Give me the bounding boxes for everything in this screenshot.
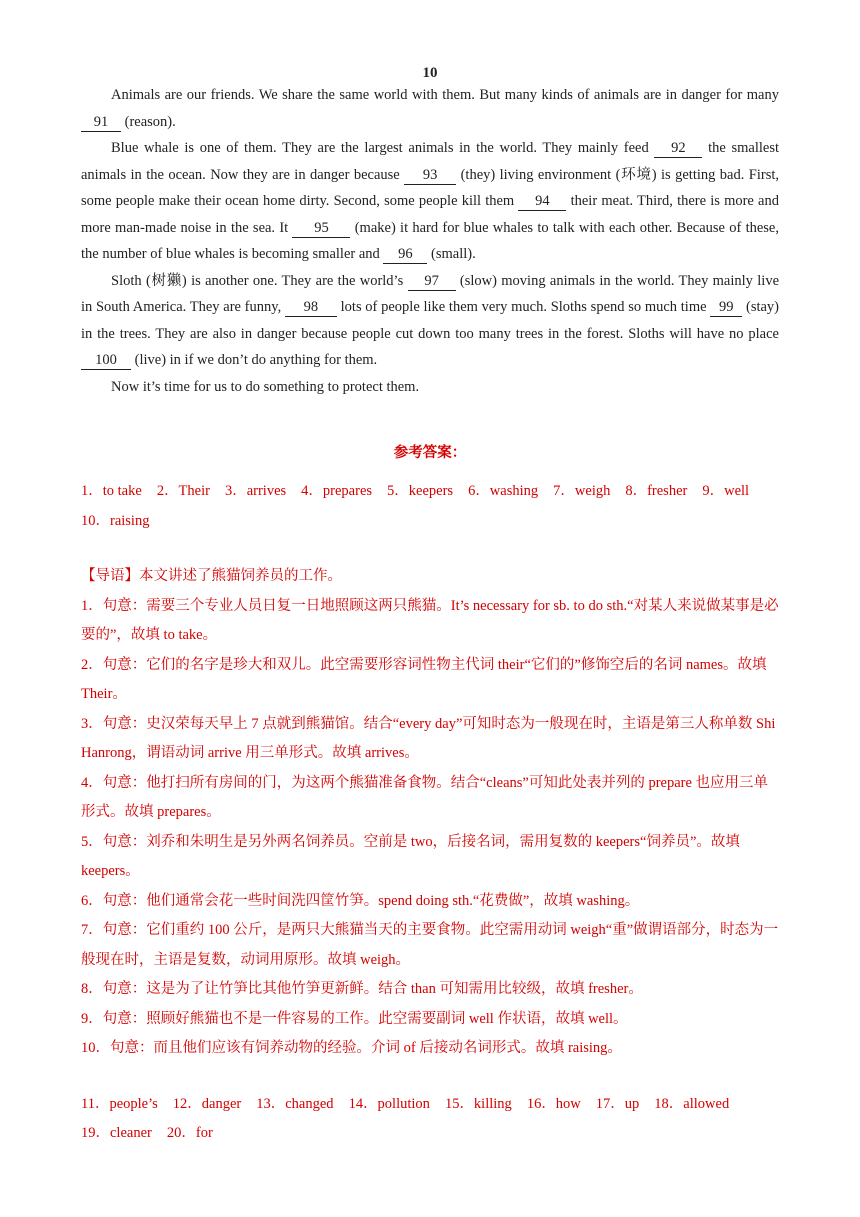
blank-96: 96	[383, 245, 427, 264]
blank-93: 93	[404, 166, 456, 185]
passage-text: (stay) in the trees. They are also in danger because people cut down too many trees in the forest. Sloths will have no place	[81, 299, 779, 342]
explanation-4: 4．句意：他打扫所有房间的门，为这两个熊猫准备食物。结合“cleans”可知此处表并列的 prepare 也应用三单形式。故填 prepares。	[81, 774, 769, 820]
explanation-1: 1．句意：需要三个专业人员日复一日地照顾这两只熊猫。It’s necessary for sb. to do sth.“对某人来说做某事是必要的”，故填 to take。	[81, 597, 779, 643]
passage-text: (slow) moving animals in the world. They mainly live in South America. They are funny,	[81, 272, 780, 315]
answer-item: 14．pollution	[348, 1095, 430, 1112]
answer-item: 15．killing	[444, 1095, 512, 1112]
answer-item: 7．weigh	[553, 483, 611, 499]
answer-heading: 参考答案：	[393, 445, 467, 461]
answer-item: 3．arrives	[224, 483, 287, 499]
answer-item: 4．prepares	[301, 483, 373, 499]
answer-list-1-10	[81, 477, 779, 536]
passage-text: lots of people like them very much. Sloths spend so much time	[336, 299, 711, 315]
passage-paragraph-3	[81, 268, 779, 374]
explanation-10: 10．句意：而且他们应该有饲养动物的经验。介词 of 后接动名词形式。故填 raising。	[81, 1040, 622, 1056]
answer-item: 6．washing	[468, 483, 539, 499]
answer-item: 1．to take	[81, 483, 142, 499]
section-title: 10	[422, 65, 438, 81]
answer-item: 9．well	[702, 483, 750, 499]
answer-item: 5．keepers	[387, 483, 454, 499]
blank-98: 98	[285, 298, 337, 317]
answer-item: 18．allowed	[654, 1095, 730, 1112]
passage-text: Sloth (树獭) is another one. They are the world’s	[111, 272, 408, 289]
explanation-5: 5．句意：刘乔和朱明生是另外两名饲养员。空前是 two，后接名词，需用复数的 keepers“饲养员”。故填 keepers。	[81, 833, 740, 879]
blank-97: 97	[408, 272, 456, 291]
answer-item: 2．Their	[156, 483, 210, 499]
passage-text: Blue whale is one of them. They are the largest animals in the world. They mainly feed	[111, 140, 655, 156]
explanation-2: 2．句意：它们的名字是珍大和双儿。此空需要形容词性物主代词 their“它们的”修饰空后的名词 names。故填 Their。	[81, 656, 767, 702]
answer-item: 16．how	[526, 1095, 581, 1112]
answer-item: 8．fresher	[625, 483, 688, 499]
passage-text: (reason).	[121, 113, 176, 130]
explanation-8: 8．句意：这是为了让竹笋比其他竹笋更新鲜。结合 than 可知需用比较级，故填 fresher。	[81, 981, 643, 997]
answer-item: 13．changed	[256, 1095, 334, 1112]
explanation-7: 7．句意：它们重约 100 公斤，是两只大熊猫当天的主要食物。此空需用动词 weigh“重”做谓语部分，时态为一般现在时，主语是复数，动词用原形。故填 weigh。	[81, 922, 779, 968]
answer-item: 11．people’s	[81, 1095, 158, 1112]
passage-text: (make) it hard for blue whales to talk with each other. Because of these, the number of blue whales is becoming smaller and	[81, 219, 779, 262]
passage-paragraph-2	[81, 135, 779, 268]
passage-paragraph-4: Now it’s time for us to do something to protect them.	[111, 378, 420, 395]
blank-94: 94	[518, 192, 566, 211]
blank-92: 92	[654, 139, 702, 158]
answer-item: 19．cleaner	[81, 1125, 152, 1141]
answer-item: 20．for	[166, 1125, 213, 1141]
explanation-section	[81, 562, 779, 1064]
blank-100: 100	[81, 351, 131, 370]
document-page	[81, 64, 779, 1149]
passage-text: the smallest animals in the ocean. Now they are in danger because	[81, 140, 779, 183]
passage-text: (live) in if we don’t do anything for them.	[131, 352, 378, 368]
answer-item: 12．danger	[172, 1095, 242, 1112]
explanation-3: 3．句意：史汉荣每天早上 7 点就到熊猫馆。结合“every day”可知时态为一般现在时，主语是第三人称单数 Shi Hanrong，谓语动词 arrive 用三单形式。故填 arrives。	[81, 715, 776, 761]
intro-text: 【导语】本文讲述了熊猫饲养员的工作。	[81, 568, 342, 584]
answer-item: 10．raising	[81, 512, 150, 529]
passage-paragraph-1	[81, 82, 779, 135]
passage-text: (they) living environment (环境) is getting bad. First, some people make their ocean home dirty. Second, some people kill them	[81, 166, 780, 209]
explanation-6: 6．句意：他们通常会花一些时间洗四筐竹笋。spend doing sth.“花费做”，故填 washing。	[81, 892, 640, 909]
passage-text: (small).	[427, 246, 476, 262]
passage-text: their meat. Third, there is more and more man-made noise in the sea. It	[81, 193, 779, 236]
answer-list-11-20	[81, 1090, 779, 1149]
blank-99: 99	[710, 298, 742, 317]
passage-text: Animals are our friends. We share the same world with them. But many kinds of animals are in danger for many	[111, 87, 779, 103]
blank-91: 91	[81, 113, 121, 132]
blank-95: 95	[292, 219, 350, 238]
explanation-9: 9．句意：照顾好熊猫也不是一件容易的工作。此空需要副词 well 作状语，故填 well。	[81, 1010, 628, 1027]
answer-item: 17．up	[595, 1095, 640, 1112]
